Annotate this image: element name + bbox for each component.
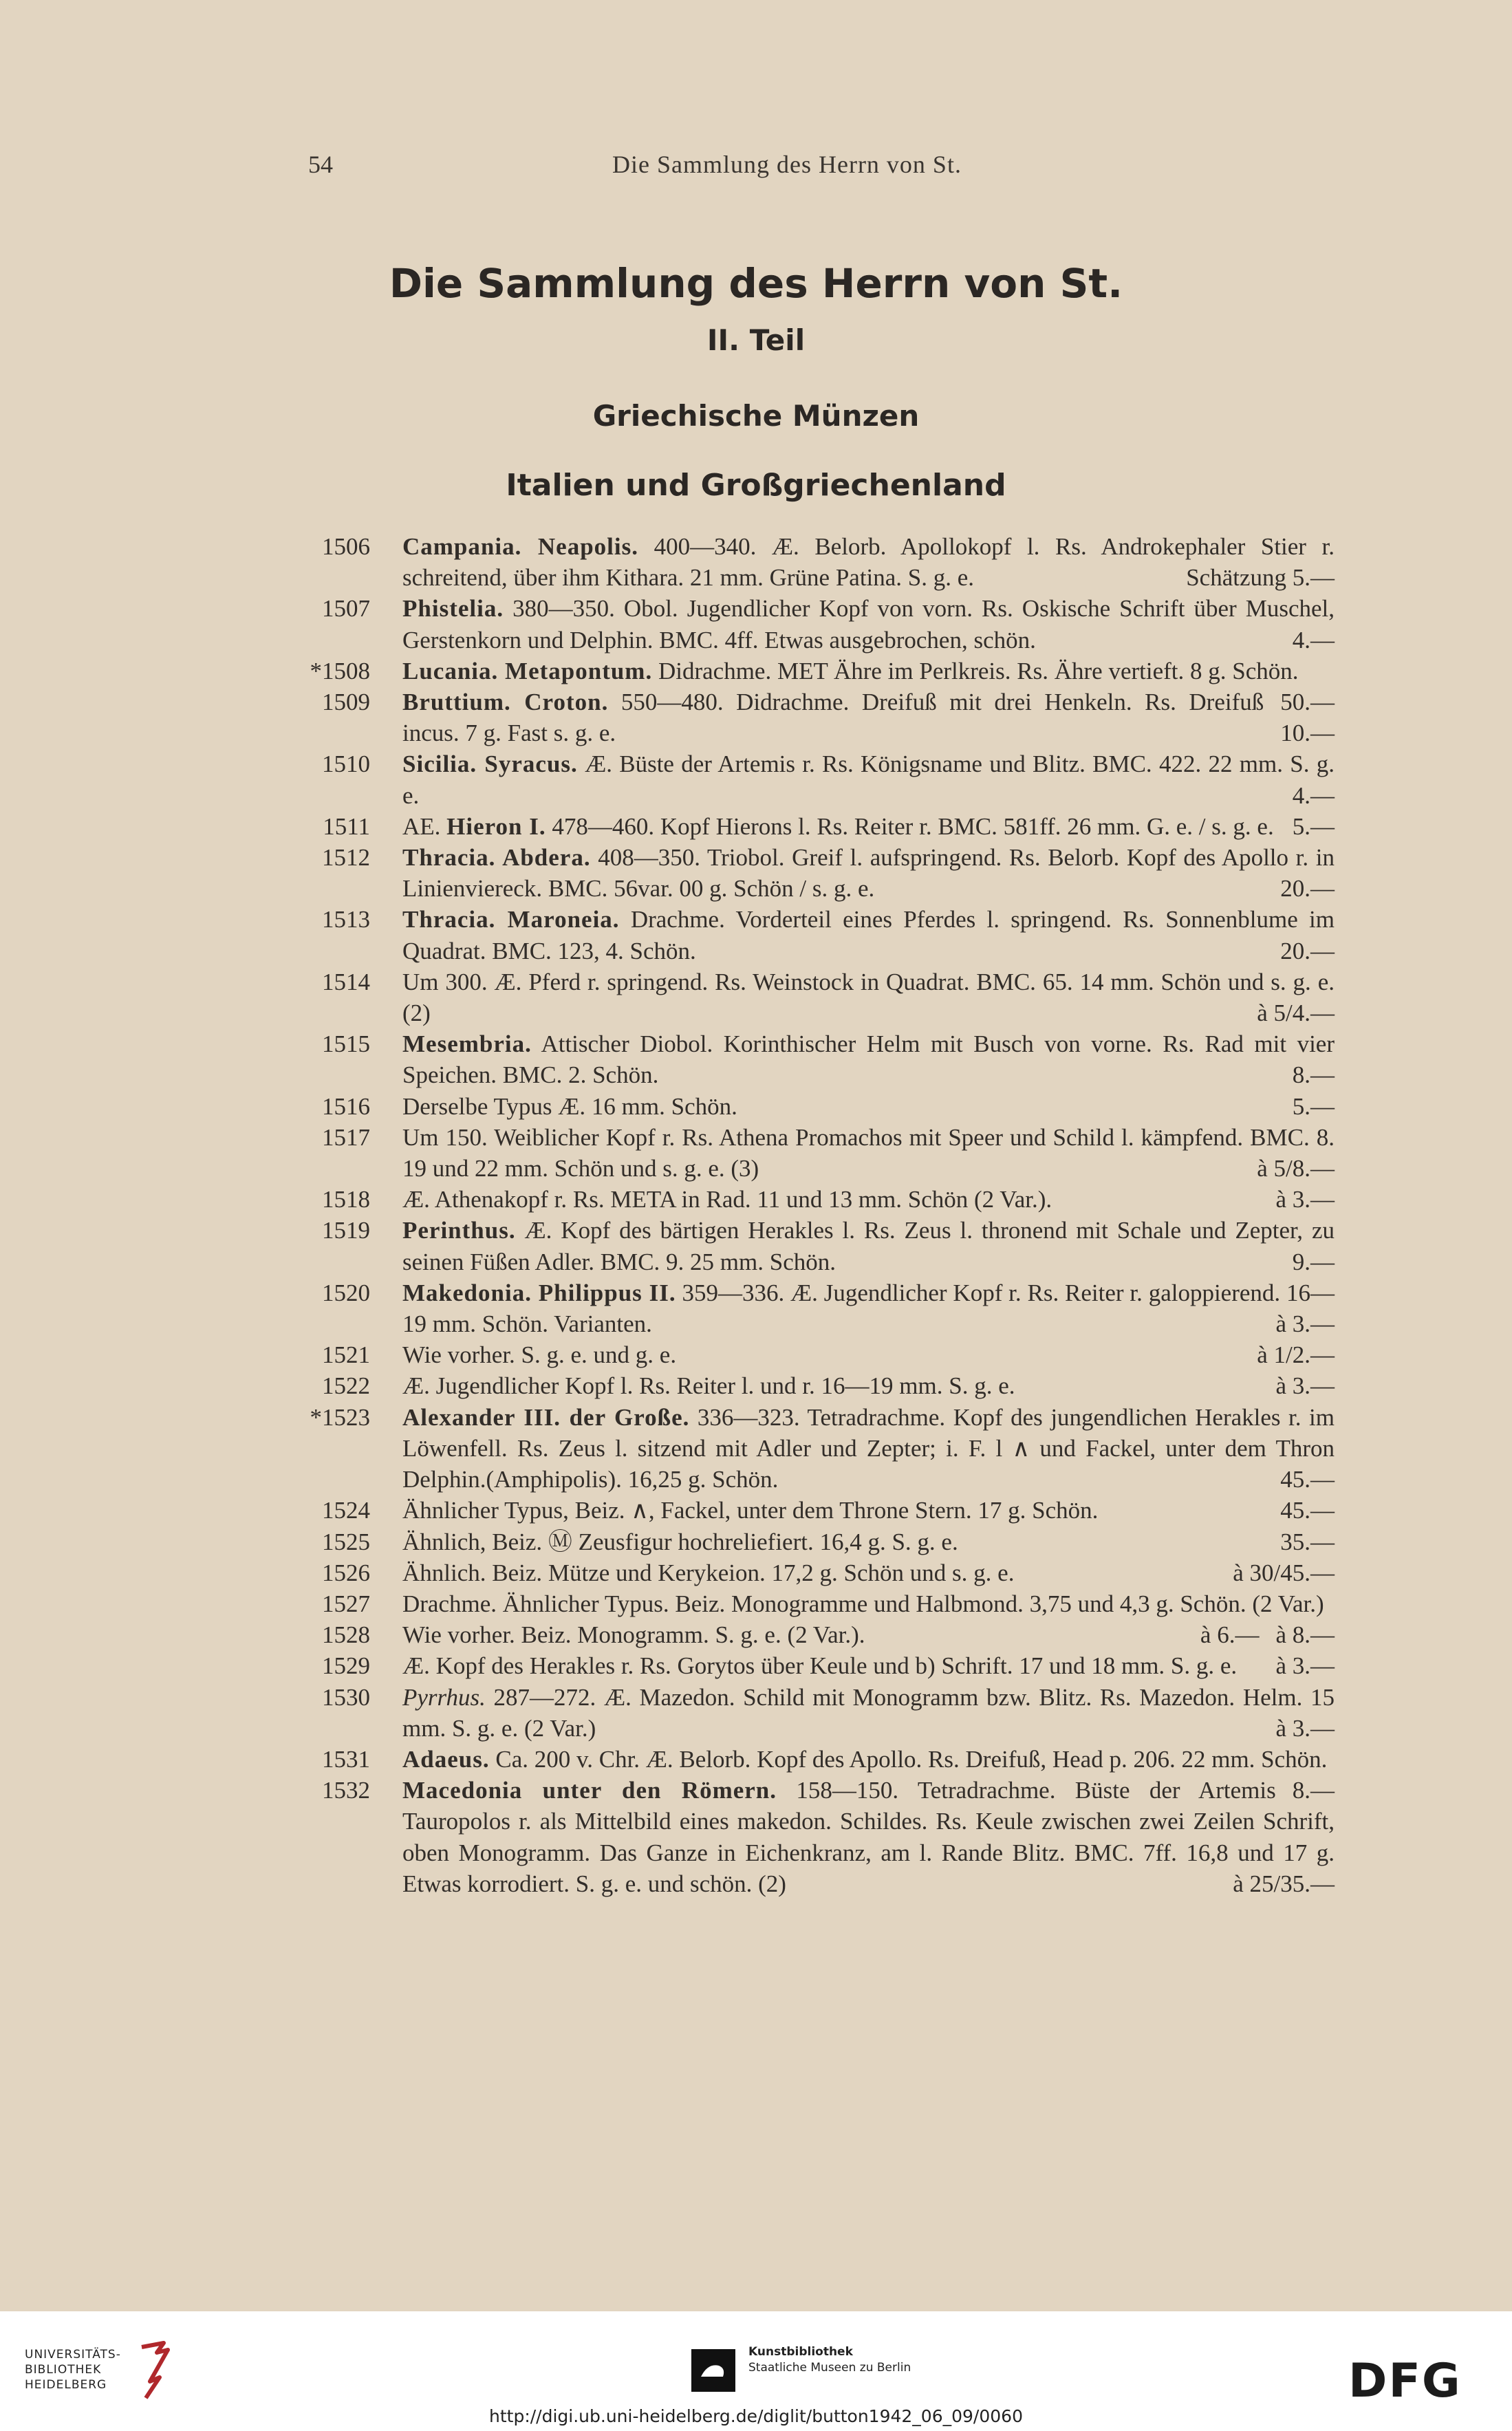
lot-price: 8.—	[1292, 1061, 1335, 1089]
lot-number: 1506	[322, 533, 370, 560]
lot-text: Derselbe Typus Æ. 16 mm. Schön.	[402, 1092, 737, 1120]
catalog-entry	[296, 1619, 1335, 1650]
lot-description	[402, 904, 1335, 966]
lot-text: Æ. Büste der Artemis r. Rs. Königsname und Blitz. BMC. 422. 22 mm. S. g. e.	[402, 750, 1335, 809]
lot-description	[402, 593, 1335, 655]
catalog-entry	[296, 904, 1335, 966]
lot-number: 1524	[322, 1497, 370, 1524]
catalog-entry	[296, 687, 1335, 748]
catalog-entry	[296, 748, 1335, 810]
lot-description	[402, 966, 1335, 1028]
lot-price: 50.—	[1280, 689, 1335, 716]
lot-price: 10.—	[1280, 720, 1335, 747]
lot-text: 408—350. Triobol. Greif l. aufspringend. Rs. Belorb. Kopf des Apollo r. in Linienviereck. BMC. 56var. 00 g. Schön / s. g. e.	[402, 844, 1335, 903]
lot-text: Ähnlich. Beiz. Mütze und Kerykeion. 17,2 g. Schön und s. g. e.	[402, 1559, 1015, 1586]
lot-text: 336—323. Tetradrachme. Kopf des jungendlichen Herakles r. im Löwenfell. Rs. Zeus l. sitzend mit Adler und Zepter; i. F. l ∧ und Fackel, unter dem Thron Delphin.(Amphipolis). 16,25 g. Schön.	[402, 1403, 1335, 1493]
catalog-entry	[296, 1557, 1335, 1588]
lot-price: 4.—	[1292, 781, 1335, 809]
lot-text: Drachme. Ähnlicher Typus. Beiz. Monogramme und Halbmond. 3,75 und 4,3 g. Schön. (2 Var.)	[402, 1590, 1324, 1617]
lot-description	[402, 1339, 1335, 1370]
lot-number: 1529	[322, 1652, 370, 1680]
lot-text: 400—340. Æ. Belorb. Apollokopf l. Rs. Androkephaler Stier r. schreitend, über ihm Kithara. 21 mm. Grüne Patina. S. g. e.	[402, 533, 1335, 592]
lot-description	[402, 1370, 1335, 1401]
lot-number: 1512	[322, 844, 370, 872]
lot-price: à 5/4.—	[1257, 1000, 1335, 1027]
lot-price: à 1/2.—	[1257, 1341, 1335, 1369]
lot-title: Bruttium. Croton.	[402, 689, 609, 716]
lot-number: 1509	[322, 689, 370, 716]
lot-number: 1515	[322, 1030, 370, 1058]
lot-number: 1518	[322, 1186, 370, 1213]
lot-number: *1508	[310, 657, 370, 684]
lot-price: à 5/8.—	[1257, 1155, 1335, 1182]
lot-description	[402, 1682, 1335, 1744]
lot-price: 9.—	[1292, 1248, 1335, 1275]
lot-description	[402, 1091, 1335, 1122]
lot-number: 1514	[322, 968, 370, 995]
lot-description	[402, 1526, 1335, 1557]
catalog-entry	[296, 1682, 1335, 1744]
lot-text: Æ. Kopf des bärtigen Herakles l. Rs. Zeus l. thronend mit Schale und Zepter, zu seinen Füßen Adler. BMC. 9. 25 mm. Schön.	[402, 1217, 1335, 1275]
lot-text: 287—272. Æ. Mazedon. Schild mit Monogramm bzw. Blitz. Rs. Mazedon. Helm. 15 mm. S. g. e. (2 Var.)	[402, 1683, 1335, 1742]
lot-number: 1516	[322, 1092, 370, 1120]
lot-text: AE.	[402, 812, 447, 840]
lot-description	[402, 1495, 1335, 1526]
lot-price: à 3.—	[1275, 1652, 1335, 1680]
catalog-entry	[296, 1370, 1335, 1401]
lot-description	[402, 1650, 1335, 1681]
lot-price: 5.—	[1292, 1092, 1335, 1120]
subsection-heading: Italien und Großgriechenland	[506, 468, 1006, 503]
lot-text: Um 300. Æ. Pferd r. springend. Rs. Weinstock in Quadrat. BMC. 65. 14 mm. Schön und s. g. e. (2)	[402, 968, 1335, 1027]
ub-line-3: HEIDELBERG	[25, 2378, 107, 2392]
lot-description	[402, 531, 1335, 593]
ub-line-2: BIBLIOTHEK	[25, 2363, 102, 2377]
lot-text: Wie vorher. S. g. e. und g. e.	[402, 1341, 677, 1369]
lot-number: 1531	[322, 1745, 370, 1773]
catalog-entry	[296, 593, 1335, 655]
catalog-entry	[296, 811, 1335, 842]
page-number: 54	[308, 151, 333, 178]
lot-description	[402, 1402, 1335, 1495]
running-title: Die Sammlung des Herrn von St.	[612, 151, 962, 178]
lot-title: Campania. Neapolis.	[402, 533, 639, 560]
lot-price: à 30/45.—	[1233, 1559, 1335, 1586]
lot-title: Alexander III. der Große.	[402, 1403, 690, 1431]
lot-price: 5.—	[1292, 812, 1335, 840]
lot-description	[402, 1028, 1335, 1090]
catalog-entry	[296, 1402, 1335, 1495]
kb-name: Kunstbibliothek	[748, 2345, 853, 2359]
catalog-entry	[296, 842, 1335, 904]
lot-text: Drachme. Vorderteil eines Pferdes l. springend. Rs. Sonnenblume im Quadrat. BMC. 123, 4. Schön.	[402, 906, 1335, 964]
catalog-entry	[296, 1184, 1335, 1215]
lot-text: Æ. Kopf des Herakles r. Rs. Gorytos über Keule und b) Schrift. 17 und 18 mm. S. g. e.	[402, 1652, 1238, 1680]
lot-price: à 8.—	[1275, 1621, 1335, 1649]
lot-number: 1525	[322, 1528, 370, 1555]
lot-number: 1513	[322, 906, 370, 933]
lot-text: 478—460. Kopf Hierons l. Rs. Reiter r. BMC. 581ff. 26 mm. G. e. / s. g. e.	[546, 812, 1274, 840]
lot-text: 158—150. Tetradrachme. Büste der Artemis Tauropolos r. als Mittelbild eines makedon. Schildes. Rs. Keule zwischen zwei Zeilen Schrift, oben Monogramm. Das Ganze in Eichenkranz, am l. Rande Blitz. BMC. 7ff. 16,8 und 17 g. Etwas korrodiert. S. g. e. und schön. (2)	[402, 1777, 1335, 1897]
lot-title: Adaeus.	[402, 1745, 490, 1773]
lot-price: à 6.—	[1200, 1621, 1260, 1649]
lot-number: *1523	[310, 1403, 370, 1431]
lot-text: 380—350. Obol. Jugendlicher Kopf von vorn. Rs. Oskische Schrift über Muschel, Gerstenkorn und Delphin. BMC. 4ff. Etwas ausgebrochen, schön.	[402, 595, 1335, 653]
lot-description	[402, 1215, 1335, 1277]
catalog-entry	[296, 1526, 1335, 1557]
catalog-entry	[296, 1122, 1335, 1184]
lot-price: 45.—	[1280, 1466, 1335, 1493]
lot-number: 1530	[322, 1683, 370, 1711]
lot-description	[402, 1122, 1335, 1184]
lot-number: 1519	[322, 1217, 370, 1244]
lot-description	[402, 687, 1335, 748]
catalog-entry	[296, 1650, 1335, 1681]
lot-description	[402, 1277, 1335, 1339]
lot-price: 20.—	[1280, 875, 1335, 903]
catalog-entry	[296, 1215, 1335, 1277]
lot-description	[402, 748, 1335, 810]
ub-heidelberg-logo-icon	[136, 2340, 179, 2401]
lot-number: 1517	[322, 1123, 370, 1151]
lot-text: Attischer Diobol. Korinthischer Helm mit Busch von vorne. Rs. Rad mit vier Speichen. BMC. 2. Schön.	[402, 1030, 1335, 1089]
source-url-link[interactable]: http://digi.ub.uni-heidelberg.de/diglit/button1942_06_09/0060	[489, 2406, 1023, 2426]
lot-price: 4.—	[1292, 626, 1335, 653]
lot-text: Um 150. Weiblicher Kopf r. Rs. Athena Promachos mit Speer und Schild l. kämpfend. BMC. 8. 19 und 22 mm. Schön und s. g. e. (3)	[402, 1123, 1335, 1182]
lot-price: 20.—	[1280, 937, 1335, 964]
lot-number: 1522	[322, 1372, 370, 1400]
lot-description	[402, 811, 1335, 842]
lot-title: Mesembria.	[402, 1030, 532, 1058]
lot-price: 35.—	[1280, 1528, 1335, 1555]
lot-title: Hieron I.	[446, 812, 546, 840]
lot-number: 1527	[322, 1590, 370, 1617]
lot-title: Thracia. Maroneia.	[402, 906, 620, 933]
lot-title: Lucania. Metapontum.	[402, 657, 653, 684]
lot-description	[402, 1557, 1335, 1588]
lot-number: 1526	[322, 1559, 370, 1586]
ub-heidelberg-text	[25, 2347, 121, 2392]
lot-price: 45.—	[1280, 1497, 1335, 1524]
lot-text: 359—336. Æ. Jugendlicher Kopf r. Rs. Reiter r. galoppierend. 16—19 mm. Schön. Varianten.	[402, 1279, 1335, 1338]
lot-text: 550—480. Didrachme. Dreifuß mit drei Henkeln. Rs. Dreifuß incus. 7 g. Fast s. g. e.	[402, 689, 1264, 747]
lot-number: 1532	[322, 1777, 370, 1804]
lot-text: Ca. 200 v. Chr. Æ. Belorb. Kopf des Apollo. Rs. Dreifuß, Head p. 206. 22 mm. Schön.	[489, 1745, 1328, 1773]
lot-description	[402, 842, 1335, 904]
catalog-entry	[296, 1775, 1335, 1899]
lot-title: Phistelia.	[402, 595, 504, 623]
running-header	[0, 146, 1512, 187]
lot-text: Ähnlich, Beiz. Ⓜ Zeusfigur hochreliefiert. 16,4 g. S. g. e.	[402, 1528, 958, 1555]
ub-line-1: UNIVERSITÄTS-	[25, 2348, 121, 2362]
lot-title: Sicilia. Syracus.	[402, 750, 578, 778]
lot-price: à 3.—	[1275, 1310, 1335, 1338]
lot-description	[402, 1619, 1335, 1650]
kunstbibliothek-logo-icon	[691, 2349, 735, 2392]
lot-number: 1511	[323, 812, 370, 840]
lot-text: Æ. Athenakopf r. Rs. META in Rad. 11 und 13 mm. Schön (2 Var.).	[402, 1186, 1052, 1213]
lot-price: 8.—	[1292, 1777, 1335, 1804]
lot-text: Wie vorher. Beiz. Monogramm. S. g. e. (2 Var.).	[402, 1621, 865, 1649]
lot-text: Pyrrhus.	[402, 1683, 486, 1711]
coin-catalog	[296, 531, 1335, 1899]
catalog-entry	[296, 1339, 1335, 1370]
lot-title: Makedonia. Philippus II.	[402, 1279, 676, 1306]
lot-title: Perinthus.	[402, 1217, 516, 1244]
part-heading: II. Teil	[706, 323, 806, 357]
lot-number: 1521	[322, 1341, 370, 1369]
kb-subtitle: Staatliche Museen zu Berlin	[748, 2361, 911, 2375]
catalog-entry	[296, 1495, 1335, 1526]
catalog-entry	[296, 531, 1335, 593]
lot-number: 1510	[322, 750, 370, 778]
lot-number: 1507	[322, 595, 370, 623]
catalog-entry	[296, 1091, 1335, 1122]
lot-title: Macedonia unter den Römern.	[402, 1777, 777, 1804]
dfg-logo: DFG	[1348, 2354, 1462, 2408]
lot-text: Ähnlicher Typus, Beiz. ∧, Fackel, unter dem Throne Stern. 17 g. Schön.	[402, 1497, 1099, 1524]
lot-text: Æ. Jugendlicher Kopf l. Rs. Reiter l. und r. 16—19 mm. S. g. e.	[402, 1372, 1015, 1400]
catalog-entry	[296, 1277, 1335, 1339]
lot-price: à 3.—	[1275, 1186, 1335, 1213]
lot-number: 1528	[322, 1621, 370, 1649]
lot-description	[402, 1775, 1335, 1899]
section-heading: Griechische Münzen	[592, 399, 920, 433]
page-title: Die Sammlung des Herrn von St.	[389, 260, 1123, 307]
lot-text: Didrachme. MET Ähre im Perlkreis. Rs. Ähre vertieft. 8 g. Schön.	[652, 657, 1299, 684]
lot-price: Schätzung 5.—	[1186, 564, 1335, 592]
catalog-entry	[296, 966, 1335, 1028]
lot-price: à 3.—	[1275, 1714, 1335, 1742]
lot-number: 1520	[322, 1279, 370, 1306]
lot-price: à 3.—	[1275, 1372, 1335, 1400]
lot-price: à 25/35.—	[1233, 1870, 1335, 1897]
footer-bar	[0, 2311, 1512, 2431]
lot-description	[402, 1184, 1335, 1215]
catalog-entry	[296, 1028, 1335, 1090]
kunstbibliothek-text	[748, 2344, 911, 2376]
lot-title: Thracia. Abdera.	[402, 844, 591, 872]
